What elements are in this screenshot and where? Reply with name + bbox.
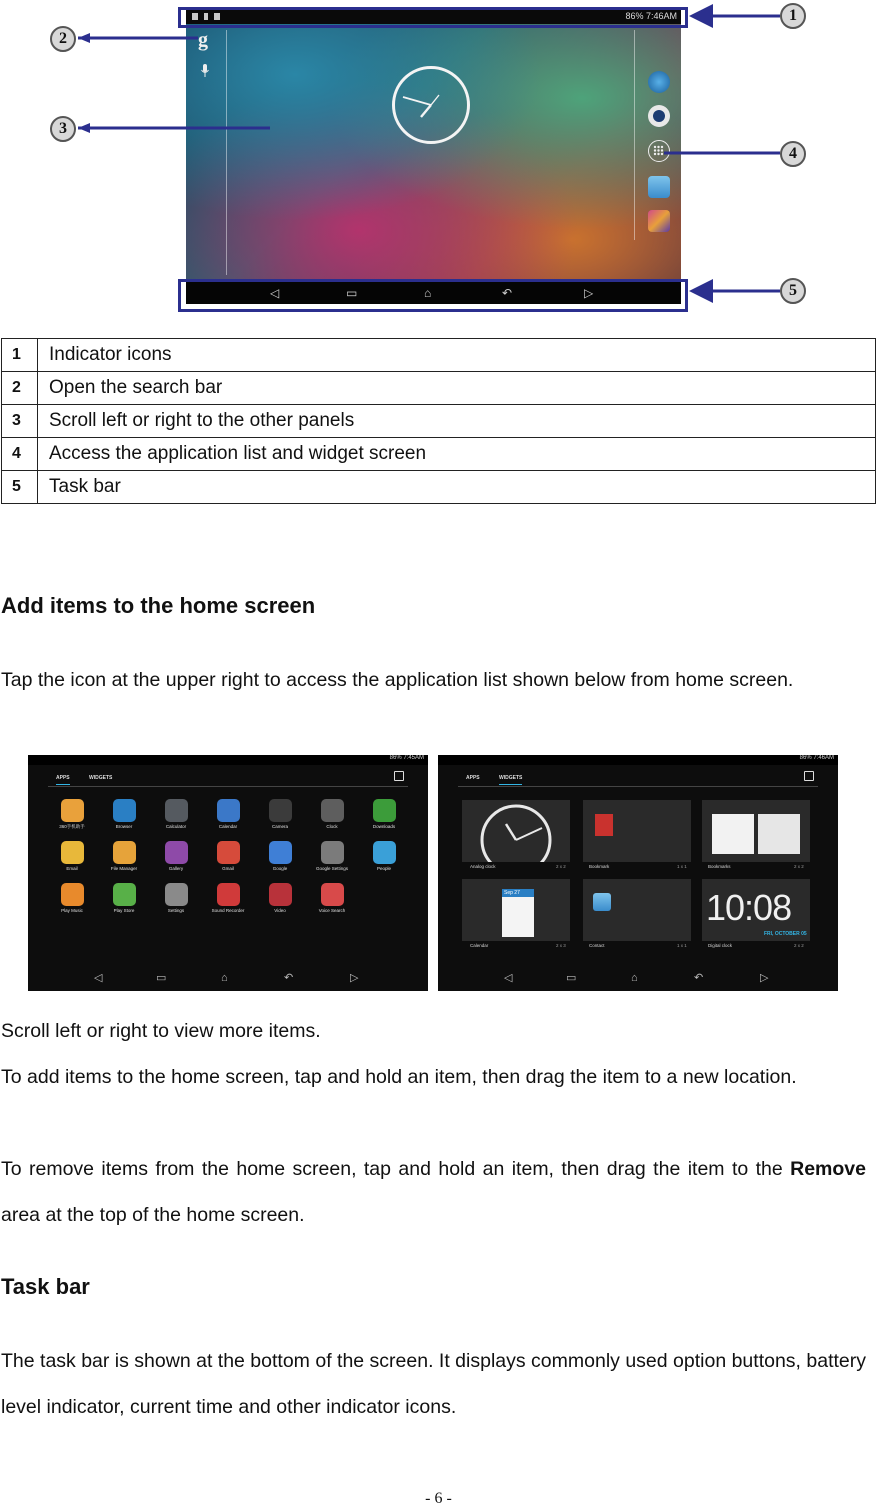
app-item[interactable] xyxy=(54,799,90,830)
volume-up-icon[interactable]: ▷ xyxy=(760,972,769,984)
widget-label: Bookmark xyxy=(589,864,610,869)
callout-3: 3 xyxy=(50,116,76,142)
volume-down-icon[interactable]: ◁ xyxy=(270,286,280,300)
legend-number: 5 xyxy=(2,471,38,504)
app-item[interactable] xyxy=(106,883,142,913)
digital-clock-date: FRI, OCTOBER 05 xyxy=(764,931,807,937)
app-label: Calendar xyxy=(218,824,238,829)
page-number: - 6 - xyxy=(425,1490,452,1507)
app-item[interactable] xyxy=(54,841,90,871)
status-text: 86% 7:46AM xyxy=(625,11,677,21)
recent-apps-icon[interactable]: ▭ xyxy=(346,286,358,300)
widget-size: 2 x 3 xyxy=(556,943,566,948)
tab-divider xyxy=(48,786,408,787)
bookmark-thumbnail xyxy=(712,814,754,854)
app-item[interactable] xyxy=(314,799,350,829)
app-item[interactable] xyxy=(158,799,194,829)
app-label: Google xyxy=(272,866,288,871)
app-icon xyxy=(321,883,344,906)
callout-5: 5 xyxy=(780,278,806,304)
app-label: Sound Recorder xyxy=(211,908,245,913)
tab-bar xyxy=(466,775,540,785)
widget-size: 1 x 1 xyxy=(677,943,687,948)
app-label: Voice Search xyxy=(318,908,346,913)
legend-table xyxy=(1,338,876,504)
task-bar xyxy=(438,965,838,991)
paragraph: To add items to the home screen, tap and hold an item, then drag the item to a new location. xyxy=(1,1066,797,1088)
paragraph xyxy=(1,1146,866,1238)
legend-text: Indicator icons xyxy=(38,339,876,372)
store-icon[interactable] xyxy=(394,771,404,781)
app-icon xyxy=(373,799,396,822)
app-icon xyxy=(269,883,292,906)
app-label: Downloads xyxy=(372,824,396,829)
section-heading: Task bar xyxy=(1,1274,90,1299)
app-item[interactable] xyxy=(262,799,298,829)
app-icon xyxy=(61,883,84,906)
volume-down-icon[interactable]: ◁ xyxy=(504,972,513,984)
app-item[interactable] xyxy=(262,883,298,913)
app-item[interactable] xyxy=(314,883,350,913)
bookmark-icon xyxy=(595,814,613,836)
widget-size: 1 x 1 xyxy=(677,864,687,869)
back-icon[interactable]: ↶ xyxy=(502,286,513,300)
tab-apps[interactable]: APPS xyxy=(466,775,480,781)
legend-number: 3 xyxy=(2,405,38,438)
contact-icon xyxy=(593,893,611,911)
app-item[interactable] xyxy=(210,841,246,871)
volume-down-icon[interactable]: ◁ xyxy=(94,972,103,984)
app-label: File Manager xyxy=(110,866,138,871)
app-icon xyxy=(269,841,292,864)
paragraph: Tap the icon at the upper right to access the application list shown below from home screen. xyxy=(1,669,794,691)
app-item[interactable] xyxy=(106,841,142,871)
widget-label: Digital clock xyxy=(708,943,733,948)
store-icon[interactable] xyxy=(804,771,814,781)
callout-1: 1 xyxy=(780,3,806,29)
widget-label: Analog clock xyxy=(470,864,496,869)
app-item[interactable] xyxy=(314,841,350,871)
section-heading: Add items to the home screen xyxy=(1,593,316,618)
legend-number: 1 xyxy=(2,339,38,372)
widgets-screenshot xyxy=(438,755,838,991)
bookmark-thumbnail xyxy=(758,814,800,854)
legend-number: 4 xyxy=(2,438,38,471)
widget-size: 2 x 2 xyxy=(556,864,566,869)
status-text: 86% 7:45AM xyxy=(389,755,424,761)
app-item[interactable] xyxy=(54,883,90,913)
app-label: Google Settings xyxy=(315,866,349,871)
app-item[interactable] xyxy=(366,841,402,871)
paragraph: The task bar is shown at the bottom of the screen. It displays commonly used option buttons, battery level indicator, current time and other indicator icons. xyxy=(1,1350,866,1418)
tab-widgets[interactable]: WIDGETS xyxy=(499,775,522,785)
table-row xyxy=(2,471,876,504)
status-bar xyxy=(28,755,428,765)
app-icon xyxy=(217,841,240,864)
table-row xyxy=(2,372,876,405)
paragraph: Scroll left or right to view more items. xyxy=(1,1020,321,1042)
app-label: Play Store xyxy=(113,908,135,913)
calendar-card xyxy=(502,889,534,937)
back-icon[interactable]: ↶ xyxy=(284,972,294,984)
analog-clock-icon xyxy=(462,800,570,862)
app-item[interactable] xyxy=(366,799,402,829)
recent-apps-icon[interactable]: ▭ xyxy=(156,972,167,984)
recent-apps-icon[interactable]: ▭ xyxy=(566,972,577,984)
widget-bookmarks[interactable] xyxy=(702,800,810,862)
app-icon xyxy=(113,841,136,864)
app-icon xyxy=(165,799,188,822)
widget-calendar[interactable] xyxy=(462,879,570,941)
app-label: Camera xyxy=(271,824,288,829)
widget-contact[interactable] xyxy=(583,879,691,941)
tab-apps[interactable]: APPS xyxy=(56,775,70,785)
app-label: Clock xyxy=(326,824,338,829)
digital-clock-time: 10:08 xyxy=(706,887,792,928)
app-label: Gallery xyxy=(168,866,184,871)
app-icon xyxy=(321,841,344,864)
widget-label: Bookmarks xyxy=(708,864,731,869)
app-icon xyxy=(113,883,136,906)
app-label: Play Music xyxy=(61,908,83,913)
app-label: People xyxy=(376,866,391,871)
text-run: To remove items from the home screen, tap and hold an item, then drag the item to the xyxy=(1,1158,791,1180)
widget-label: Contact xyxy=(589,943,605,948)
app-label: Settings xyxy=(167,908,185,913)
app-item[interactable] xyxy=(210,799,246,829)
widget-size: 2 x 2 xyxy=(794,943,804,948)
status-bar xyxy=(438,755,838,765)
volume-up-icon[interactable]: ▷ xyxy=(584,286,594,300)
legend-text: Scroll left or right to the other panels xyxy=(38,405,876,438)
home-icon[interactable]: ⌂ xyxy=(424,286,432,300)
app-label: Calculator xyxy=(165,824,187,829)
app-label: 360手机助手 xyxy=(59,824,85,829)
home-icon[interactable]: ⌂ xyxy=(631,972,638,984)
app-item[interactable] xyxy=(210,883,246,913)
app-label: Gmail xyxy=(222,866,234,871)
widget-analog-clock[interactable] xyxy=(462,800,570,862)
legend-text: Access the application list and widget screen xyxy=(38,438,876,471)
task-bar xyxy=(28,965,428,991)
widget-digital-clock[interactable] xyxy=(702,879,810,941)
app-icon xyxy=(165,883,188,906)
tab-divider xyxy=(458,786,818,787)
calendar-date: Sep 27 xyxy=(502,889,534,897)
widget-bookmark[interactable] xyxy=(583,800,691,862)
widget-size: 2 x 2 xyxy=(794,864,804,869)
callout-2: 2 xyxy=(50,26,76,52)
app-icon xyxy=(61,841,84,864)
app-icon xyxy=(321,799,344,822)
text-run: area at the top of the home screen. xyxy=(1,1204,305,1226)
google-search-icon[interactable]: g xyxy=(198,29,208,51)
app-icon xyxy=(217,883,240,906)
app-icon xyxy=(165,841,188,864)
apps-screenshot xyxy=(28,755,428,991)
tab-widgets[interactable]: WIDGETS xyxy=(89,775,113,781)
legend-text: Open the search bar xyxy=(38,372,876,405)
app-item[interactable] xyxy=(262,841,298,871)
app-label: Video xyxy=(274,908,286,913)
app-item[interactable] xyxy=(106,799,142,829)
home-icon[interactable]: ⌂ xyxy=(221,972,228,984)
widget-label: Calendar xyxy=(470,943,489,948)
legend-text: Task bar xyxy=(38,471,876,504)
app-icon xyxy=(61,799,84,822)
status-text: 86% 7:46AM xyxy=(799,755,834,761)
app-icon xyxy=(269,799,292,822)
volume-up-icon[interactable]: ▷ xyxy=(350,972,359,984)
app-icon xyxy=(373,841,396,864)
legend-number: 2 xyxy=(2,372,38,405)
app-label: Email xyxy=(66,866,78,871)
table-row xyxy=(2,405,876,438)
app-icon xyxy=(113,799,136,822)
annotation-arrows xyxy=(0,0,877,320)
table-row xyxy=(2,339,876,372)
tab-bar xyxy=(56,775,130,785)
app-label: Browser xyxy=(115,824,133,829)
table-row xyxy=(2,438,876,471)
callout-4: 4 xyxy=(780,141,806,167)
app-item[interactable] xyxy=(158,841,194,871)
back-icon[interactable]: ↶ xyxy=(694,972,704,984)
app-item[interactable] xyxy=(158,883,194,913)
app-icon xyxy=(217,799,240,822)
remove-keyword: Remove xyxy=(790,1158,866,1180)
